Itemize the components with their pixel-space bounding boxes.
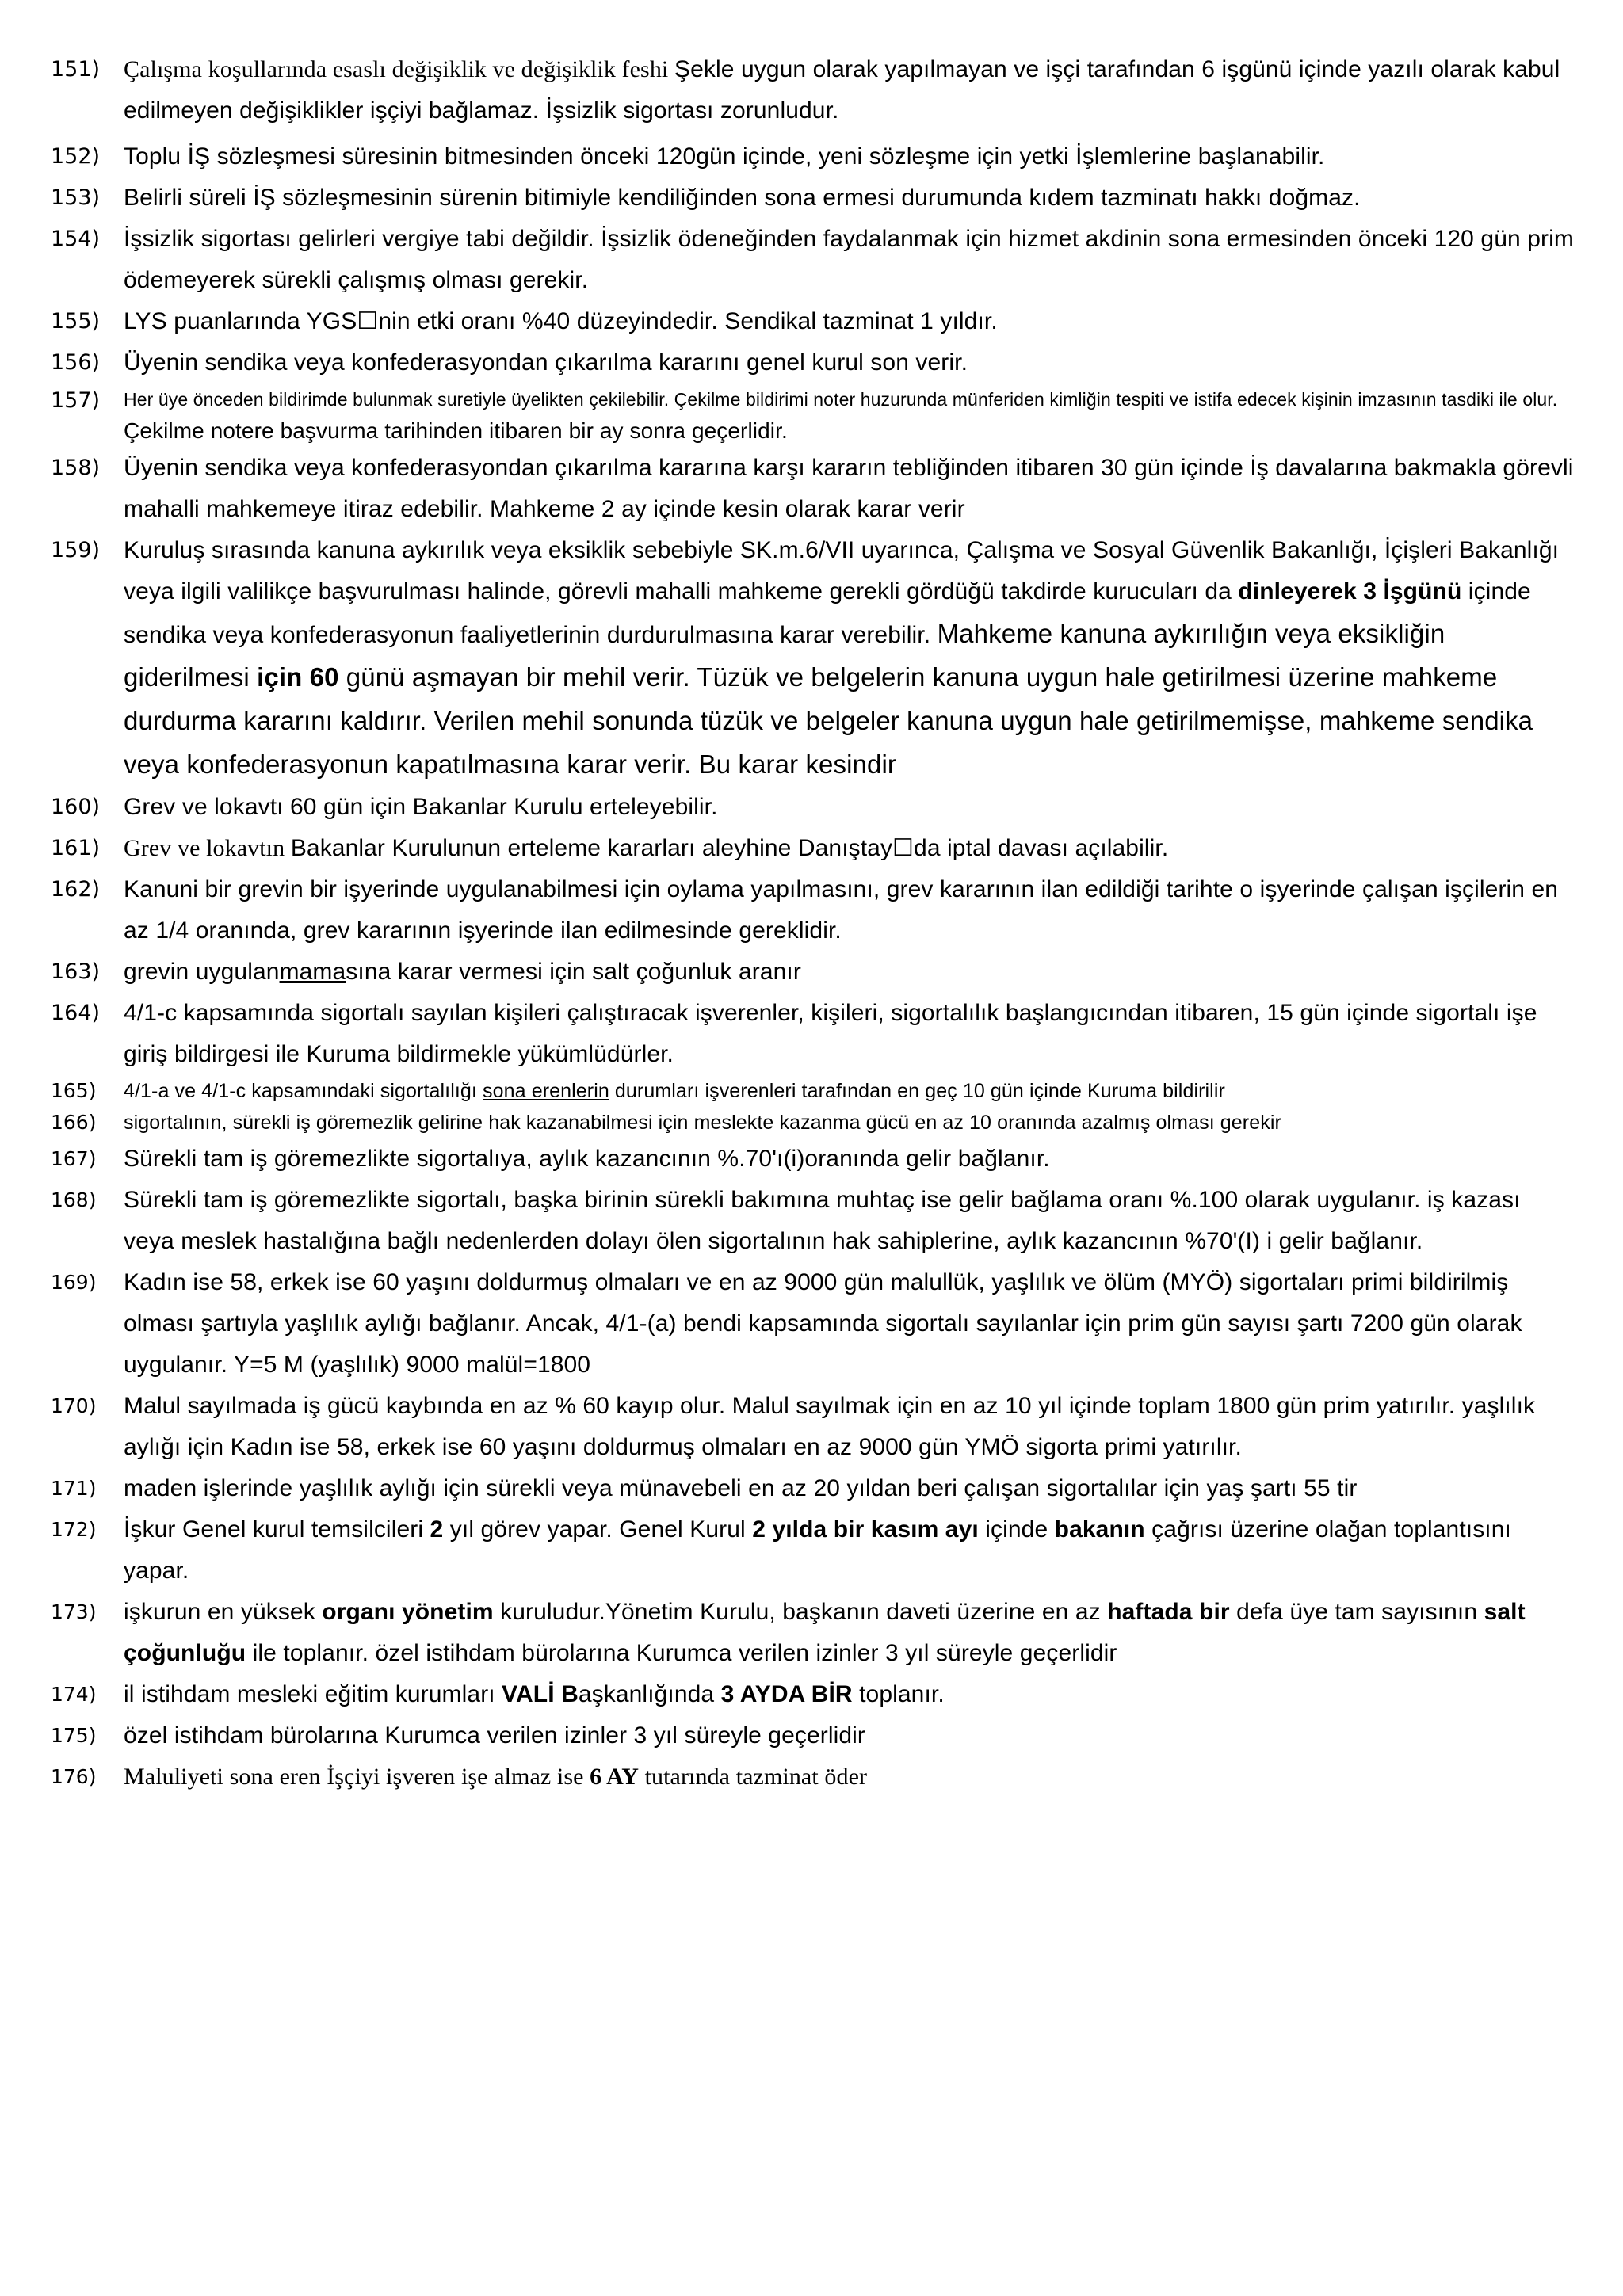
item-text-part: tutarında tazminat öder [638, 1764, 868, 1790]
item-number: 176) [51, 1765, 97, 1788]
item-text-bold: haftada bir [1107, 1599, 1230, 1625]
item-text-part: Kuruluş sırasında kanuna aykırılık veya eksiklik sebebiyle SK.m.6/VII uyarınca, Çalışma ve Sosyal Güvenlik Bakanlığı, İçişleri Bakanlığı veya ilgili valilikçe başvurulması halinde, görevli mahalli mahkeme gerekli gördüğü takdirde kurucuları da [124, 537, 1560, 605]
list-item-154 [51, 219, 1575, 301]
item-text-part: defa üye tam sayısının [1229, 1599, 1484, 1625]
list-item-166 [51, 1107, 1575, 1138]
item-text-part: günü aşmayan bir mehil verir. Tüzük ve belgelerin kanuna uygun hale getirilmesi üzerine mahkeme durdurma kararını kaldırır. Verilen mehil sonunda tüzük ve belgeler kanuna uygun hale getirilmemişse, mahkeme sendika veya konfederasyonun kapatılmasına karar verir. Bu karar kesindir [124, 662, 1533, 779]
list-item-174 [51, 1674, 1575, 1715]
item-number: 172) [51, 1518, 97, 1541]
list-item-165 [51, 1075, 1575, 1107]
item-text-bold: dinleyerek 3 İşgünü [1238, 578, 1462, 605]
item-text: 4/1-c kapsamında sigortalı sayılan kişileri çalıştıracak işverenler, kişileri, sigortalılık başlangıcından itibaren, 15 gün içinde sigortalı işe giriş bildirgesi ile Kuruma bildirmekle yükümlüdürler. [124, 1000, 1537, 1067]
list-item-176 [51, 1756, 1575, 1798]
item-text-bold: VALİ B [502, 1681, 579, 1707]
item-text: Malul sayılmada iş gücü kaybında en az % 60 kayıp olur. Malul sayılmak için en az 10 yıl içinde toplam 1800 gün prim yatırılır. yaşlılık aylığı için Kadın ise 58, erkek ise 60 yaşını doldurmuş olmaları en az 9000 gün YMÖ sigorta primi yatırılır. [124, 1393, 1536, 1460]
item-number: 161) [51, 836, 101, 860]
item-number: 157) [51, 388, 101, 413]
list-item-170 [51, 1386, 1575, 1468]
list-item-160 [51, 787, 1575, 828]
item-text-part: Maluliyeti sona eren İşçiyi işveren işe almaz ise [124, 1764, 590, 1790]
item-text-part: toplanır. [852, 1681, 945, 1707]
item-text: maden işlerinde yaşlılık aylığı için sürekli veya münavebeli en az 20 yıldan beri çalışan sigortalılar için yaş şartı 55 tir [124, 1475, 1358, 1501]
item-text-part: durumları işverenleri tarafından en geç 10 gün içinde Kuruma bildirilir [609, 1080, 1225, 1102]
item-text: Kadın ise 58, erkek ise 60 yaşını doldurmuş olmaları ve en az 9000 gün malullük, yaşlılık ve ölüm (MYÖ) sigortaları primi bildirilmiş olması şartıyla yaşlılık aylığı bağlanır. Ancak, 4/1-(a) bendi kapsamında sigortalı sayılanlar için prim gün sayısı şartı 7200 gün olarak uygulanır. Y=5 M (yaşlılık) 9000 malül=1800 [124, 1269, 1522, 1378]
item-number: 170) [51, 1394, 97, 1417]
item-text-part: çağrısı üzerine olağan toplantısını yapar. [124, 1516, 1511, 1584]
item-text-bold: için 60 [257, 662, 339, 692]
item-number: 168) [51, 1188, 97, 1211]
item-text-part: sına karar vermesi için salt çoğunluk aranır [346, 959, 801, 985]
list-item-159 [51, 530, 1575, 787]
item-text-part: yıl görev yapar. Genel Kurul [443, 1516, 753, 1543]
item-text: sigortalının, sürekli iş göremezlik gelirine hak kazanabilmesi için meslekte kazanma gücü en az 10 oranında azalmış olması gerekir [124, 1112, 1281, 1134]
list-item-162 [51, 869, 1575, 952]
item-text-part: Her üye önceden bildirimde bulunmak suretiyle üyelikten çekilebilir. Çekilme bildirimi noter huzurunda münferiden kimliğin tespiti ve istifa edecek kişinin imzasının tasdiki ile olur. [124, 389, 1558, 410]
item-number: 166) [51, 1111, 97, 1134]
numbered-list [51, 49, 1575, 1798]
item-text-part: içinde sendika veya konfederasyonun faaliyetlerinin durdurulmasına karar verebilir. [124, 578, 1531, 648]
item-text [124, 1509, 1575, 1592]
item-text-bold: 2 yılda bir kasım ayı [752, 1516, 979, 1543]
list-item-151 [51, 49, 1575, 132]
list-item-163 [51, 952, 1575, 993]
item-number: 151) [51, 57, 101, 82]
list-item-158 [51, 448, 1575, 530]
item-number: 169) [51, 1271, 97, 1294]
item-number: 154) [51, 227, 101, 251]
item-text-part: aşkanlığında [578, 1681, 721, 1707]
item-text [124, 530, 1575, 787]
item-number: 158) [51, 456, 101, 480]
item-number: 163) [51, 959, 101, 984]
item-number: 171) [51, 1477, 97, 1500]
item-text [124, 828, 1575, 869]
item-text [124, 383, 1575, 448]
item-text-bold: 6 AY [590, 1764, 639, 1790]
item-number: 175) [51, 1724, 97, 1747]
item-text: Kanuni bir grevin bir işyerinde uygulanabilmesi için oylama yapılmasını, grev kararının ilan edildiği tarihte o işyerinde çalışan işçilerin en az 1/4 oranında, grev kararının işyerinde ilan edilmesinde gereklidir. [124, 876, 1559, 944]
item-number: 160) [51, 795, 101, 819]
list-item-157 [51, 383, 1575, 448]
list-item-161 [51, 828, 1575, 869]
item-text-part: İşkur Genel kurul temsilcileri [124, 1516, 430, 1543]
list-item-171 [51, 1468, 1575, 1509]
list-item-173 [51, 1592, 1575, 1674]
item-text-underlined: mama [279, 959, 346, 985]
item-text: İşsizlik sigortası gelirleri vergiye tabi değildir. İşsizlik ödeneğinden faydalanmak için hizmet akdinin sona ermesinden önceki 120 gün prim ödemeyerek sürekli çalışmış olması gerekir. [124, 226, 1574, 293]
item-text-bold: 3 AYDA BİR [720, 1681, 853, 1707]
list-item-155 [51, 301, 1575, 342]
item-text-part: kuruludur.Yönetim Kurulu, başkanın daveti üzerine en az [493, 1599, 1108, 1625]
item-text-bold: salt çoğunluğu [124, 1599, 1526, 1666]
item-text-part: içinde [978, 1516, 1055, 1543]
item-text: Grev ve lokavtı 60 gün için Bakanlar Kurulu erteleyebilir. [124, 794, 718, 820]
list-item-175 [51, 1715, 1575, 1756]
item-text-part: Şekle uygun olarak yapılmayan ve işçi tarafından 6 işgünü içinde yazılı olarak kabul edilmeyen değişiklikler işçiyi bağlamaz. İşsizlik sigortası zorunludur. [124, 56, 1560, 124]
list-item-153 [51, 177, 1575, 219]
item-text [124, 1674, 1575, 1715]
list-item-167 [51, 1138, 1575, 1180]
item-number: 174) [51, 1683, 97, 1706]
item-text-part: Grev ve lokavtın [124, 835, 291, 861]
item-text: Üyenin sendika veya konfederasyondan çıkarılma kararını genel kurul son verir. [124, 349, 968, 376]
item-text-bold: 2 [430, 1516, 444, 1543]
item-number: 156) [51, 350, 101, 375]
item-text [124, 49, 1575, 132]
item-text-part: işkurun en yüksek [124, 1599, 323, 1625]
item-text-part: 4/1-a ve 4/1-c kapsamındaki sigortalılığı [124, 1080, 483, 1102]
item-number: 165) [51, 1079, 97, 1102]
item-text-bold: bakanın [1054, 1516, 1145, 1543]
item-text [124, 1756, 1575, 1798]
item-text-part: grevin uygulan [124, 959, 280, 985]
item-text: Belirli süreli İŞ sözleşmesinin sürenin bitimiyle kendiliğinden sona ermesi durumunda kıdem tazminatı hakkı doğmaz. [124, 185, 1361, 211]
item-number: 152) [51, 144, 101, 169]
item-text: LYS puanlarında YGS☐nin etki oranı %40 düzeyindedir. Sendikal tazminat 1 yıldır. [124, 308, 998, 334]
list-item-168 [51, 1180, 1575, 1262]
item-text-bold: organı yönetim [322, 1599, 494, 1625]
item-text: özel istihdam bürolarına Kurumca verilen izinler 3 yıl süreyle geçerlidir [124, 1722, 866, 1749]
item-number: 173) [51, 1600, 97, 1623]
item-text-part: Çalışma koşullarında esaslı değişiklik ve değişiklik feshi [124, 56, 674, 82]
item-text-part: ile toplanır. özel istihdam bürolarına Kurumca verilen izinler 3 yıl süreyle geçerlidir [246, 1640, 1117, 1666]
item-text: Üyenin sendika veya konfederasyondan çıkarılma kararına karşı kararın tebliğinden itibaren 30 gün içinde İş davalarına bakmakla görevli mahalli mahkemeye itiraz edebilir. Mahkeme 2 ay içinde kesin olarak karar verir [124, 455, 1574, 522]
item-text-part: il istihdam mesleki eğitim kurumları [124, 1681, 502, 1707]
list-item-156 [51, 342, 1575, 383]
list-item-172 [51, 1509, 1575, 1592]
item-number: 164) [51, 1001, 101, 1025]
item-number: 162) [51, 877, 101, 902]
item-text: Sürekli tam iş göremezlikte sigortalı, başka birinin sürekli bakımına muhtaç ise gelir bağlama oranı %.100 olarak uygulanır. iş kazası veya meslek hastalığına bağlı nedenlerden dolayı ölen sigortalının hak sahiplerine, aylık kazancının %70'(I) i gelir bağlanır. [124, 1187, 1521, 1254]
item-text [124, 952, 1575, 993]
list-item-164 [51, 993, 1575, 1075]
item-number: 159) [51, 538, 101, 563]
item-text-part: Çekilme notere başvurma tarihinden itibaren bir ay sonra geçerlidir. [124, 418, 788, 443]
item-number: 155) [51, 309, 101, 334]
item-text-part: Bakanlar Kurulunun erteleme kararları aleyhine Danıştay☐da iptal davası açılabilir. [290, 835, 1169, 861]
item-text: Sürekli tam iş göremezlikte sigortalıya, aylık kazancının %.70'ı(i)oranında gelir bağlanır. [124, 1146, 1050, 1172]
item-text [124, 1592, 1575, 1674]
item-number: 153) [51, 185, 101, 210]
item-text [124, 1075, 1575, 1107]
list-item-152 [51, 136, 1575, 177]
list-item-169 [51, 1262, 1575, 1386]
item-number: 167) [51, 1147, 97, 1170]
item-text-underlined: sona erenlerin [483, 1080, 609, 1102]
item-text: Toplu İŞ sözleşmesi süresinin bitmesinden önceki 120gün içinde, yeni sözleşme için yetki İşlemlerine başlanabilir. [124, 143, 1325, 170]
item-text-part: Mahkeme kanuna aykırılığın veya eksikliğin giderilmesi [124, 619, 1445, 692]
